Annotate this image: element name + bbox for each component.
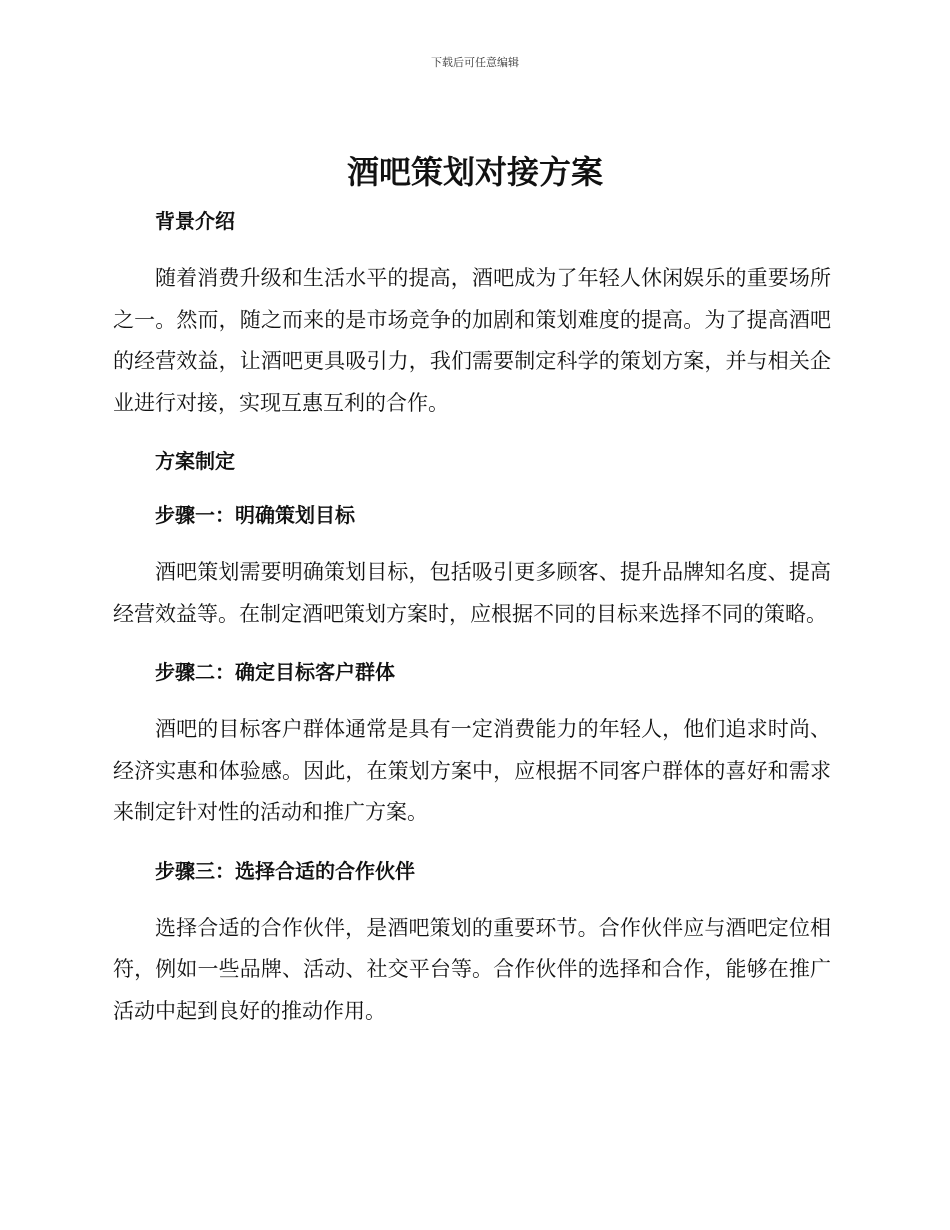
section-heading-plan: 方案制定 [155, 449, 235, 473]
step-heading-2: 步骤二：确定目标客户群体 [155, 660, 395, 684]
header-note: 下载后可任意编辑 [431, 56, 519, 69]
paragraph-background: 随着消费升级和生活水平的提高，酒吧成为了年轻人休闲娱乐的重要场所之一。然而，随之而来的是市场竞争的加剧和策划难度的提高。为了提高酒吧的经营效益，让酒吧更具吸引力，我们需要制定科学的策划方案，并与相关企业进行对接，实现互惠互利的合作。 [113, 266, 831, 415]
paragraph-step-2: 酒吧的目标客户群体通常是具有一定消费能力的年轻人，他们追求时尚、经济实惠和体验感。因此，在策划方案中，应根据不同客户群体的喜好和需求来制定针对性的活动和推广方案。 [113, 717, 831, 824]
step-heading-1: 步骤一：明确策划目标 [155, 503, 355, 527]
paragraph-step-3: 选择合适的合作伙伴，是酒吧策划的重要环节。合作伙伴应与酒吧定位相符，例如一些品牌、活动、社交平台等。合作伙伴的选择和合作，能够在推广活动中起到良好的推动作用。 [113, 915, 831, 1023]
section-heading-background: 背景介绍 [155, 209, 235, 233]
step-heading-3: 步骤三：选择合适的合作伙伴 [155, 858, 415, 883]
paragraph-step-1: 酒吧策划需要明确策划目标，包括吸引更多顾客、提升品牌知名度、提高经营效益等。在制定酒吧策划方案时，应根据不同的目标来选择不同的策略。 [113, 560, 831, 626]
document-title: 酒吧策划对接方案 [346, 153, 603, 191]
document-body [113, 200, 831, 1032]
